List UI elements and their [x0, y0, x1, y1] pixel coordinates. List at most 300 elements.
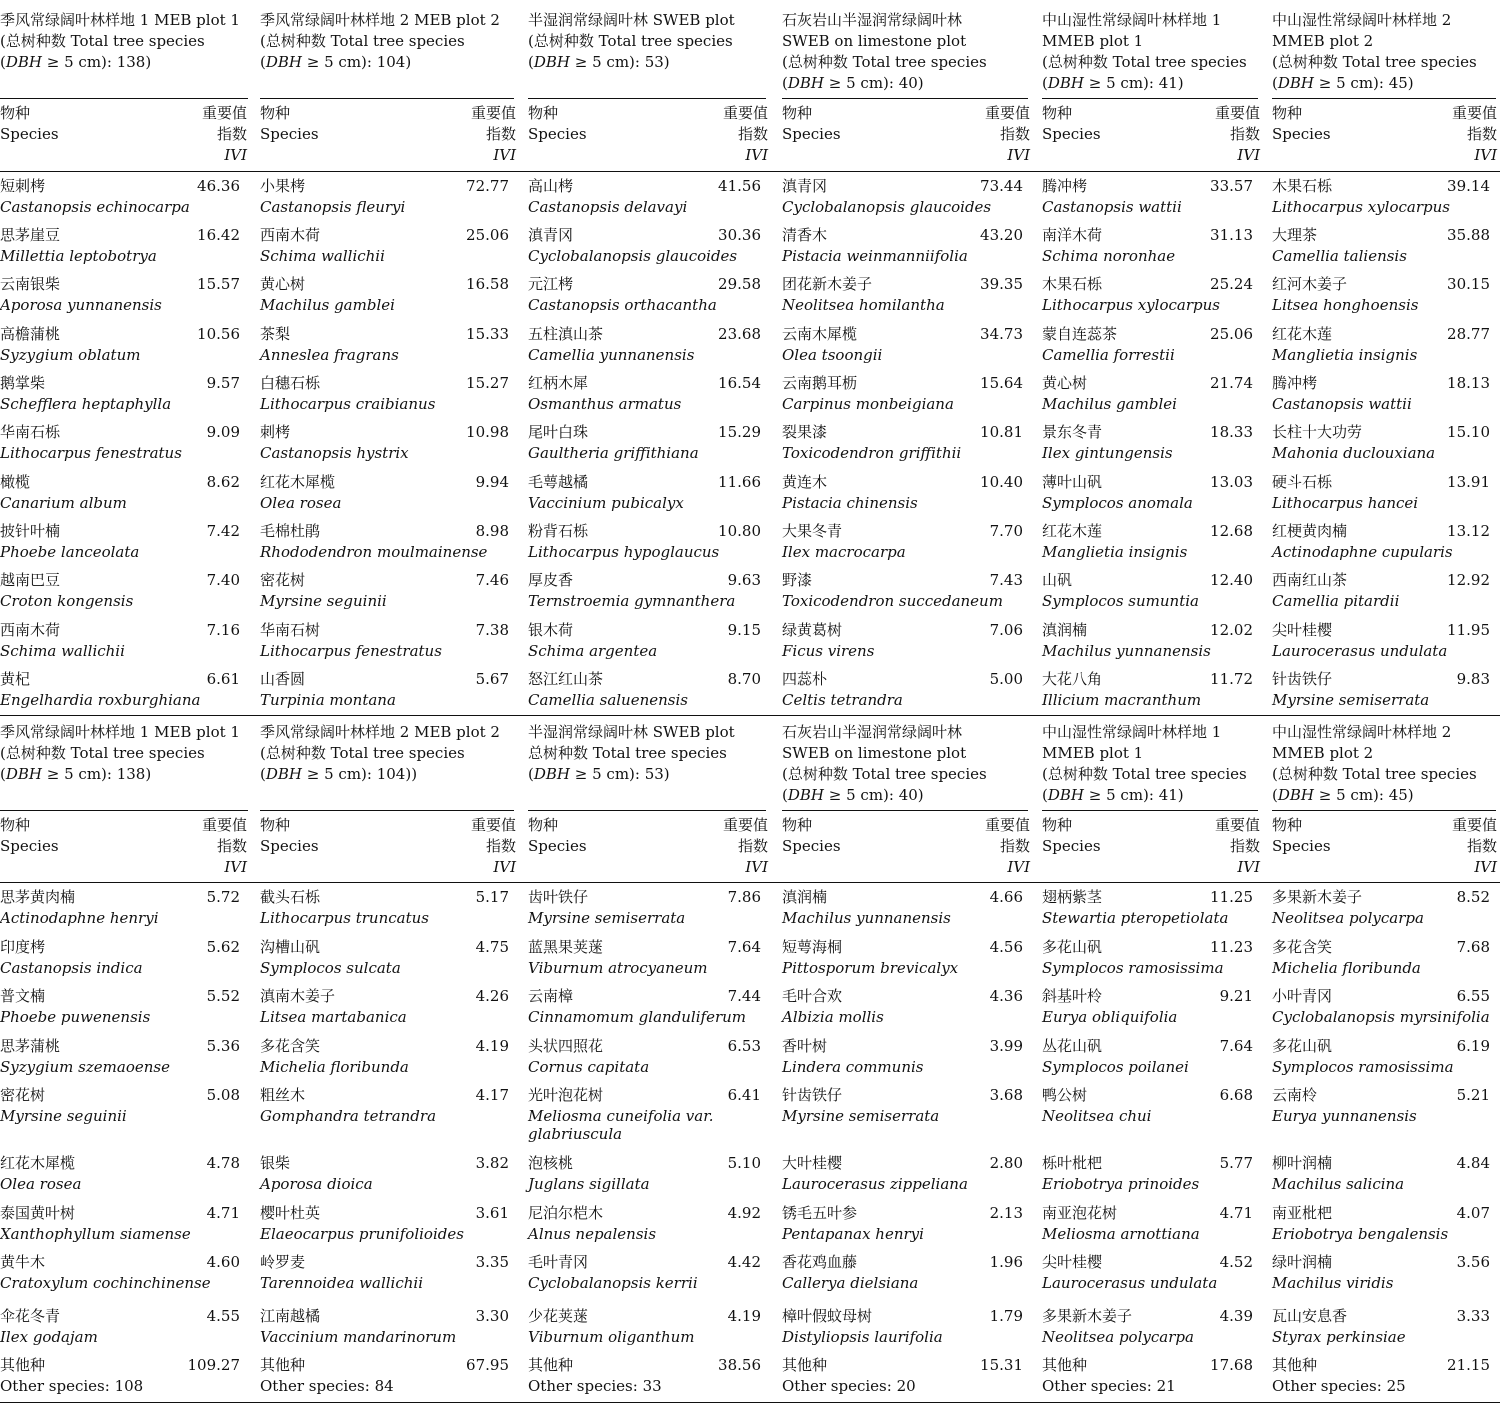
species-name-latin: Lithocarpus craibianus — [260, 395, 436, 413]
ivi-value: 15.57 — [197, 275, 240, 293]
species-name-latin: Eriobotrya bengalensis — [1272, 1225, 1449, 1243]
ivi-value: 3.30 — [475, 1307, 509, 1325]
species-name-cn: 鸭公树 — [1042, 1086, 1088, 1104]
ivi-value: 4.84 — [1456, 1154, 1490, 1172]
ivi-header-cn2: 指数 — [737, 125, 768, 143]
ivi-value: 8.62 — [206, 473, 240, 491]
ivi-value: 4.17 — [475, 1086, 509, 1104]
plot-title-rule — [1042, 98, 1258, 99]
ivi-header-cn: 重要值 — [984, 104, 1030, 122]
species-name-cn: 木果石栎 — [1272, 177, 1333, 195]
plot-dbh-line: (DBH ≥ 5 cm): 53) — [528, 53, 670, 71]
species-name-cn: 香花鸡血藤 — [782, 1253, 858, 1271]
species-name-latin: Rhododendron moulmainense — [260, 543, 488, 561]
species-name-latin: Vaccinium mandarinorum — [260, 1328, 457, 1346]
species-name-cn: 短刺栲 — [0, 177, 46, 195]
plot-title-line: MMEB plot 1 — [1042, 32, 1144, 50]
species-name-cn: 毛萼越橘 — [528, 473, 589, 491]
species-header-cn: 物种 — [260, 816, 291, 834]
ivi-value: 5.72 — [206, 888, 240, 906]
species-header-cn: 物种 — [1272, 104, 1303, 122]
ivi-header-en: IVI — [1474, 858, 1497, 876]
species-name-latin: Viburnum oliganthum — [528, 1328, 695, 1346]
species-header-cn: 物种 — [1042, 816, 1073, 834]
species-name-latin: Myrsine semiserrata — [1272, 691, 1430, 709]
species-name-latin: Cyclobalanopsis glaucoides — [782, 198, 992, 216]
ivi-value: 10.80 — [718, 522, 761, 540]
ivi-value: 33.57 — [1210, 177, 1253, 195]
species-name-cn: 其他种 — [528, 1356, 574, 1374]
ivi-value: 3.82 — [475, 1154, 509, 1172]
ivi-value: 7.86 — [727, 888, 761, 906]
plot-title-rule — [260, 98, 514, 99]
species-name-cn: 多果新木姜子 — [1042, 1307, 1133, 1325]
plot-dbh-line: (DBH ≥ 5 cm): 40) — [782, 74, 924, 92]
species-name-latin: Myrsine semiserrata — [528, 909, 686, 927]
dbh-abbrev: DBH — [265, 765, 302, 783]
species-name-cn: 粗丝木 — [260, 1086, 306, 1104]
ivi-value: 15.27 — [466, 374, 509, 392]
species-name-latin: Callerya dielsiana — [782, 1274, 919, 1292]
species-name-latin: Laurocerasus zippeliana — [782, 1175, 968, 1193]
species-name-cn: 滇润楠 — [1042, 621, 1088, 639]
species-name-cn: 大果冬青 — [782, 522, 843, 540]
species-name-cn: 针齿铁仔 — [1272, 670, 1333, 688]
ivi-value: 12.92 — [1447, 571, 1490, 589]
plot-dbh-line: (DBH ≥ 5 cm): 53) — [528, 765, 670, 783]
ivi-header-cn2: 指数 — [485, 837, 516, 855]
species-name-cn: 红柄木犀 — [528, 374, 589, 392]
plot-dbh-line: (DBH ≥ 5 cm): 41) — [1042, 786, 1184, 804]
plot-title-rule — [528, 810, 766, 811]
species-name-cn: 小果栲 — [260, 177, 306, 195]
dbh-abbrev: DBH — [1047, 786, 1084, 804]
species-name-cn: 华南石栎 — [0, 423, 61, 441]
species-name-cn: 硬斗石栎 — [1272, 473, 1333, 491]
species-name-latin: Toxicodendron succedaneum — [782, 592, 1003, 610]
ivi-value: 6.55 — [1456, 987, 1490, 1005]
ivi-value: 4.19 — [727, 1307, 761, 1325]
species-name-cn: 密花树 — [0, 1086, 46, 1104]
species-name-latin: Laurocerasus undulata — [1272, 642, 1448, 660]
ivi-value: 4.92 — [727, 1204, 761, 1222]
ivi-value: 6.19 — [1456, 1037, 1490, 1055]
ivi-value: 2.13 — [989, 1204, 1023, 1222]
species-name-latin: Neolitsea polycarpa — [1042, 1328, 1194, 1346]
species-name-latin: Cyclobalanopsis kerrii — [528, 1274, 698, 1292]
species-name-cn: 头状四照花 — [528, 1037, 604, 1055]
plot-title-line: (总树种数 Total tree species — [1272, 53, 1477, 71]
ivi-header-cn2: 指数 — [1229, 125, 1260, 143]
ivi-value: 15.31 — [980, 1356, 1023, 1374]
plot-title-rule — [1272, 810, 1496, 811]
species-name-latin: Machilus salicina — [1272, 1175, 1405, 1193]
species-name-latin: Machilus viridis — [1272, 1274, 1394, 1292]
species-name-latin: Croton kongensis — [0, 592, 134, 610]
species-name-latin: Aporosa dioica — [260, 1175, 373, 1193]
ivi-value: 21.15 — [1447, 1356, 1490, 1374]
ivi-value: 16.58 — [466, 275, 509, 293]
ivi-value: 12.68 — [1210, 522, 1253, 540]
ivi-value: 4.66 — [989, 888, 1023, 906]
species-name-latin: Manglietia insignis — [1272, 346, 1418, 364]
species-name-cn: 银木荷 — [528, 621, 574, 639]
ivi-value: 46.36 — [197, 177, 240, 195]
plot-title-line: (总树种数 Total tree species — [1042, 53, 1247, 71]
ivi-value: 11.66 — [718, 473, 761, 491]
ivi-header-en: IVI — [1007, 146, 1030, 164]
ivi-value: 12.02 — [1210, 621, 1253, 639]
species-name-latin: Ilex godajam — [0, 1328, 98, 1346]
species-name-cn: 云南樟 — [528, 987, 574, 1005]
species-name-latin: Cinnamomum glanduliferum — [528, 1008, 747, 1026]
ivi-header-en: IVI — [745, 146, 768, 164]
species-name-latin: Schefflera heptaphylla — [0, 395, 172, 413]
species-name-cn: 多花山矾 — [1272, 1037, 1333, 1055]
table-rule — [0, 882, 1500, 883]
ivi-header-en: IVI — [1237, 146, 1260, 164]
species-name-latin: Turpinia montana — [260, 691, 396, 709]
species-name-cn: 江南越橘 — [260, 1307, 321, 1325]
ivi-header-cn2: 指数 — [999, 837, 1030, 855]
species-name-cn: 其他种 — [1042, 1356, 1088, 1374]
species-name-cn: 针齿铁仔 — [782, 1086, 843, 1104]
plot-title-line: (总树种数 Total tree species — [1272, 765, 1477, 783]
ivi-value: 5.10 — [727, 1154, 761, 1172]
species-header-en: Species — [782, 125, 841, 143]
species-name-cn: 红梗黄肉楠 — [1272, 522, 1348, 540]
ivi-header-cn: 重要值 — [1214, 816, 1260, 834]
other-species-count: Other species: 84 — [260, 1377, 394, 1395]
species-header-en: Species — [1272, 125, 1331, 143]
species-name-latin: Castanopsis orthacantha — [528, 296, 717, 314]
species-name-latin: Anneslea fragrans — [260, 346, 399, 364]
species-name-latin: Eriobotrya prinoides — [1042, 1175, 1200, 1193]
dbh-abbrev: DBH — [5, 53, 42, 71]
ivi-value: 7.44 — [727, 987, 761, 1005]
species-name-latin: Osmanthus armatus — [528, 395, 682, 413]
species-name-latin: Schima wallichii — [0, 642, 125, 660]
ivi-value: 9.09 — [206, 423, 240, 441]
species-name-cn: 景东冬青 — [1042, 423, 1103, 441]
species-name-latin: Schima wallichii — [260, 247, 385, 265]
species-header-en: Species — [1042, 837, 1101, 855]
species-name-latin: Aporosa yunnanensis — [0, 296, 162, 314]
ivi-value: 5.17 — [475, 888, 509, 906]
ivi-value: 28.77 — [1447, 325, 1490, 343]
ivi-value: 4.71 — [1219, 1204, 1253, 1222]
species-name-latin: Albizia mollis — [782, 1008, 884, 1026]
other-species-count: Other species: 33 — [528, 1377, 662, 1395]
species-name-latin: Gaultheria griffithiana — [528, 444, 699, 462]
species-name-latin: Lithocarpus fenestratus — [260, 642, 442, 660]
ivi-value: 4.55 — [206, 1307, 240, 1325]
species-name-latin: Viburnum atrocyaneum — [528, 959, 708, 977]
species-header-en: Species — [0, 837, 59, 855]
species-name-cn: 多花含笑 — [260, 1037, 321, 1055]
ivi-value: 3.56 — [1456, 1253, 1490, 1271]
ivi-value: 4.71 — [206, 1204, 240, 1222]
species-name-cn: 大理茶 — [1272, 226, 1318, 244]
ivi-value: 109.27 — [187, 1356, 240, 1374]
species-name-latin: Neolitsea chui — [1042, 1107, 1152, 1125]
species-name-latin: Styrax perkinsiae — [1272, 1328, 1406, 1346]
species-name-cn: 五柱滇山茶 — [528, 325, 604, 343]
species-header-en: Species — [528, 837, 587, 855]
plot-title-rule — [782, 810, 1028, 811]
species-name-latin: Laurocerasus undulata — [1042, 1274, 1218, 1292]
other-species-count: Other species: 21 — [1042, 1377, 1176, 1395]
species-name-cn: 西南红山茶 — [1272, 571, 1348, 589]
species-header-en: Species — [0, 125, 59, 143]
plot-title-line: (总树种数 Total tree species — [782, 765, 987, 783]
species-name-cn: 薄叶山矾 — [1042, 473, 1103, 491]
ivi-value: 4.52 — [1219, 1253, 1253, 1271]
ivi-value: 7.64 — [1219, 1037, 1253, 1055]
ivi-value: 7.16 — [206, 621, 240, 639]
species-name-cn: 沟槽山矾 — [260, 938, 321, 956]
species-name-latin: Neolitsea homilantha — [782, 296, 945, 314]
species-name-cn: 思茅蒲桃 — [0, 1037, 61, 1055]
species-name-latin: Manglietia insignis — [1042, 543, 1188, 561]
ivi-value: 9.94 — [475, 473, 509, 491]
species-header-cn: 物种 — [528, 816, 559, 834]
plot-title-rule — [1272, 98, 1496, 99]
plot-title-line: 季风常绿阔叶林样地 2 MEB plot 2 — [260, 11, 500, 29]
ivi-value: 3.68 — [989, 1086, 1023, 1104]
species-name-cn: 樱叶杜英 — [260, 1204, 321, 1222]
plot-dbh-line: (DBH ≥ 5 cm): 40) — [782, 786, 924, 804]
species-header-cn: 物种 — [260, 104, 291, 122]
species-name-latin: Lithocarpus xylocarpus — [1042, 296, 1220, 314]
species-name-cn: 黄连木 — [782, 473, 828, 491]
ivi-value: 7.70 — [989, 522, 1023, 540]
species-name-cn: 红花木莲 — [1042, 522, 1103, 540]
species-name-cn: 樟叶假蚊母树 — [782, 1307, 873, 1325]
ivi-value: 18.13 — [1447, 374, 1490, 392]
species-name-latin: Ilex gintungensis — [1042, 444, 1173, 462]
species-header-cn: 物种 — [0, 104, 31, 122]
ivi-value: 9.57 — [206, 374, 240, 392]
ivi-value: 10.98 — [466, 423, 509, 441]
species-name-cn: 蓝黑果荚蒾 — [528, 938, 604, 956]
species-name-cn: 思茅崖豆 — [0, 226, 61, 244]
species-name-latin: Eurya obliquifolia — [1042, 1008, 1178, 1026]
ivi-value: 5.62 — [206, 938, 240, 956]
species-name-cn: 毛棉杜鹃 — [260, 522, 321, 540]
species-name-latin: Juglans sigillata — [528, 1175, 650, 1193]
ivi-header-cn: 重要值 — [470, 104, 516, 122]
dbh-abbrev: DBH — [265, 53, 302, 71]
species-name-latin: Machilus gamblei — [1042, 395, 1177, 413]
dbh-abbrev: DBH — [1277, 786, 1314, 804]
ivi-value: 25.24 — [1210, 275, 1253, 293]
species-name-cn: 橄榄 — [0, 473, 31, 491]
species-name-cn: 滇南木姜子 — [260, 987, 336, 1005]
species-name-latin: Neolitsea polycarpa — [1272, 909, 1424, 927]
species-name-latin: Symplocos ramosissima — [1272, 1058, 1454, 1076]
plot-title-line: MMEB plot 2 — [1272, 32, 1374, 50]
species-name-cn: 截头石栎 — [260, 888, 321, 906]
species-name-latin: Castanopsis echinocarpa — [0, 198, 190, 216]
ivi-value: 1.96 — [989, 1253, 1023, 1271]
species-name-cn: 山矾 — [1042, 571, 1073, 589]
dbh-abbrev: DBH — [533, 53, 570, 71]
species-header-en: Species — [782, 837, 841, 855]
plot-dbh-line: (DBH ≥ 5 cm): 45) — [1272, 786, 1414, 804]
species-name-cn: 多果新木姜子 — [1272, 888, 1363, 906]
ivi-header-en: IVI — [745, 858, 768, 876]
species-name-cn: 清香木 — [782, 226, 828, 244]
ivi-value: 13.12 — [1447, 522, 1490, 540]
ivi-value: 30.36 — [718, 226, 761, 244]
ivi-value: 15.10 — [1447, 423, 1490, 441]
species-name-cn: 红河木姜子 — [1272, 275, 1348, 293]
ivi-header-cn2: 指数 — [216, 837, 247, 855]
species-name-cn: 茶梨 — [260, 325, 291, 343]
species-name-latin: Symplocos sumuntia — [1042, 592, 1199, 610]
ivi-value: 5.36 — [206, 1037, 240, 1055]
ivi-value: 7.46 — [475, 571, 509, 589]
ivi-header-en: IVI — [493, 858, 516, 876]
species-name-latin: Phoebe puwenensis — [0, 1008, 151, 1026]
ivi-value: 7.38 — [475, 621, 509, 639]
species-name-cn: 红花木莲 — [1272, 325, 1333, 343]
species-header-en: Species — [1042, 125, 1101, 143]
dbh-abbrev: DBH — [787, 786, 824, 804]
ivi-header-en: IVI — [224, 858, 247, 876]
plot-title-line: 中山湿性常绿阔叶林样地 2 — [1272, 11, 1452, 29]
ivi-header-en: IVI — [1237, 858, 1260, 876]
species-name-latin: Cratoxylum cochinchinense — [0, 1274, 211, 1292]
species-name-latin: Millettia leptobotrya — [0, 247, 157, 265]
ivi-value: 13.03 — [1210, 473, 1253, 491]
species-name-cn: 泰国黄叶树 — [0, 1204, 76, 1222]
ivi-value: 5.08 — [206, 1086, 240, 1104]
plot-dbh-line: (DBH ≥ 5 cm): 138) — [0, 53, 152, 71]
ivi-value: 8.70 — [727, 670, 761, 688]
species-name-cn: 红花木犀榄 — [0, 1154, 76, 1172]
ivi-header-cn: 重要值 — [722, 104, 768, 122]
species-name-cn: 黄心树 — [260, 275, 306, 293]
species-header-en: Species — [528, 125, 587, 143]
ivi-value: 5.77 — [1219, 1154, 1253, 1172]
species-header-en: Species — [260, 837, 319, 855]
species-name-latin: Camellia taliensis — [1272, 247, 1407, 265]
species-name-latin: Camellia saluenensis — [528, 691, 688, 709]
species-name-cn: 岭罗麦 — [260, 1253, 306, 1271]
species-name-latin: Myrsine seguinii — [0, 1107, 127, 1125]
species-header-cn: 物种 — [782, 816, 813, 834]
species-name-cn: 小叶青冈 — [1272, 987, 1333, 1005]
species-name-cn: 南亚枇杷 — [1272, 1204, 1333, 1222]
species-name-cn: 黄牛木 — [0, 1253, 46, 1271]
table-rule — [0, 1402, 1500, 1403]
ivi-value: 7.40 — [206, 571, 240, 589]
species-name-latin: Symplocos poilanei — [1042, 1058, 1189, 1076]
species-name-latin: Camellia pitardii — [1272, 592, 1400, 610]
ivi-value: 2.80 — [989, 1154, 1023, 1172]
species-name-cn: 短萼海桐 — [782, 938, 843, 956]
plot-dbh-line: (DBH ≥ 5 cm): 138) — [0, 765, 152, 783]
plot-title-line: 中山湿性常绿阔叶林样地 2 — [1272, 723, 1452, 741]
species-name-cn: 木果石栎 — [1042, 275, 1103, 293]
ivi-value: 16.54 — [718, 374, 761, 392]
species-name-latin: Lithocarpus hancei — [1272, 494, 1419, 512]
ivi-value: 8.98 — [475, 522, 509, 540]
species-name-cn: 刺栲 — [260, 423, 291, 441]
species-name-cn: 粉背石栎 — [528, 522, 589, 540]
ivi-value: 72.77 — [466, 177, 509, 195]
plot-title-line: 中山湿性常绿阔叶林样地 1 — [1042, 11, 1222, 29]
ivi-value: 39.14 — [1447, 177, 1490, 195]
ivi-value: 4.42 — [727, 1253, 761, 1271]
species-name-cn: 高檐蒲桃 — [0, 325, 61, 343]
ivi-value: 4.60 — [206, 1253, 240, 1271]
ivi-value: 31.13 — [1210, 226, 1253, 244]
plot-title-line: (总树种数 Total tree species — [782, 53, 987, 71]
species-name-latin: Mahonia duclouxiana — [1272, 444, 1436, 462]
ivi-value: 25.06 — [1210, 325, 1253, 343]
species-name-cn: 绿叶润楠 — [1272, 1253, 1333, 1271]
species-name-latin: Myrsine semiserrata — [782, 1107, 940, 1125]
ivi-value: 10.40 — [980, 473, 1023, 491]
species-name-latin: Lindera communis — [782, 1058, 924, 1076]
species-name-latin: Gomphandra tetrandra — [260, 1107, 437, 1125]
species-name-latin: Illicium macranthum — [1042, 691, 1202, 709]
dbh-abbrev: DBH — [533, 765, 570, 783]
species-name-cn: 滇润楠 — [782, 888, 828, 906]
species-name-cn: 绿黄葛树 — [782, 621, 843, 639]
species-name-cn: 尾叶白珠 — [528, 423, 589, 441]
species-name-latin: Camellia yunnanensis — [528, 346, 695, 364]
ivi-value: 9.63 — [727, 571, 761, 589]
ivi-value: 15.64 — [980, 374, 1023, 392]
ivi-value: 10.81 — [980, 423, 1023, 441]
dbh-abbrev: DBH — [1277, 74, 1314, 92]
species-name-latin: Meliosma arnottiana — [1042, 1225, 1200, 1243]
species-name-cn: 团花新木姜子 — [782, 275, 873, 293]
species-name-cn: 斜基叶柃 — [1042, 987, 1103, 1005]
species-name-latin: Phoebe lanceolata — [0, 543, 140, 561]
species-name-latin: Castanopsis fleuryi — [260, 198, 406, 216]
ivi-header-cn2: 指数 — [1229, 837, 1260, 855]
ivi-value: 12.40 — [1210, 571, 1253, 589]
species-name-cn: 蒙自连蕊茶 — [1042, 325, 1118, 343]
ivi-header-cn2: 指数 — [216, 125, 247, 143]
species-name-cn: 齿叶铁仔 — [528, 888, 589, 906]
ivi-value: 13.91 — [1447, 473, 1490, 491]
species-name-latin-cont: glabriuscula — [528, 1125, 623, 1143]
ivi-header-en: IVI — [1474, 146, 1497, 164]
plot-title-line: 石灰岩山半湿润常绿阔叶林 — [782, 11, 963, 29]
species-name-latin: Lithocarpus truncatus — [260, 909, 429, 927]
ivi-value: 6.53 — [727, 1037, 761, 1055]
species-name-latin: Engelhardia roxburghiana — [0, 691, 201, 709]
ivi-value: 6.41 — [727, 1086, 761, 1104]
ivi-value: 5.00 — [989, 670, 1023, 688]
species-name-cn: 西南木荷 — [260, 226, 321, 244]
plot-title-line: 总树种数 Total tree species — [528, 744, 727, 762]
species-name-latin: Olea rosea — [0, 1175, 82, 1193]
species-name-cn: 锈毛五叶参 — [782, 1204, 858, 1222]
species-name-cn: 普文楠 — [0, 987, 46, 1005]
ivi-header-en: IVI — [1007, 858, 1030, 876]
species-name-cn: 尖叶桂樱 — [1042, 1253, 1103, 1271]
ivi-value: 73.44 — [980, 177, 1023, 195]
species-name-cn: 云南鹅耳枥 — [782, 374, 858, 392]
ivi-value: 4.75 — [475, 938, 509, 956]
